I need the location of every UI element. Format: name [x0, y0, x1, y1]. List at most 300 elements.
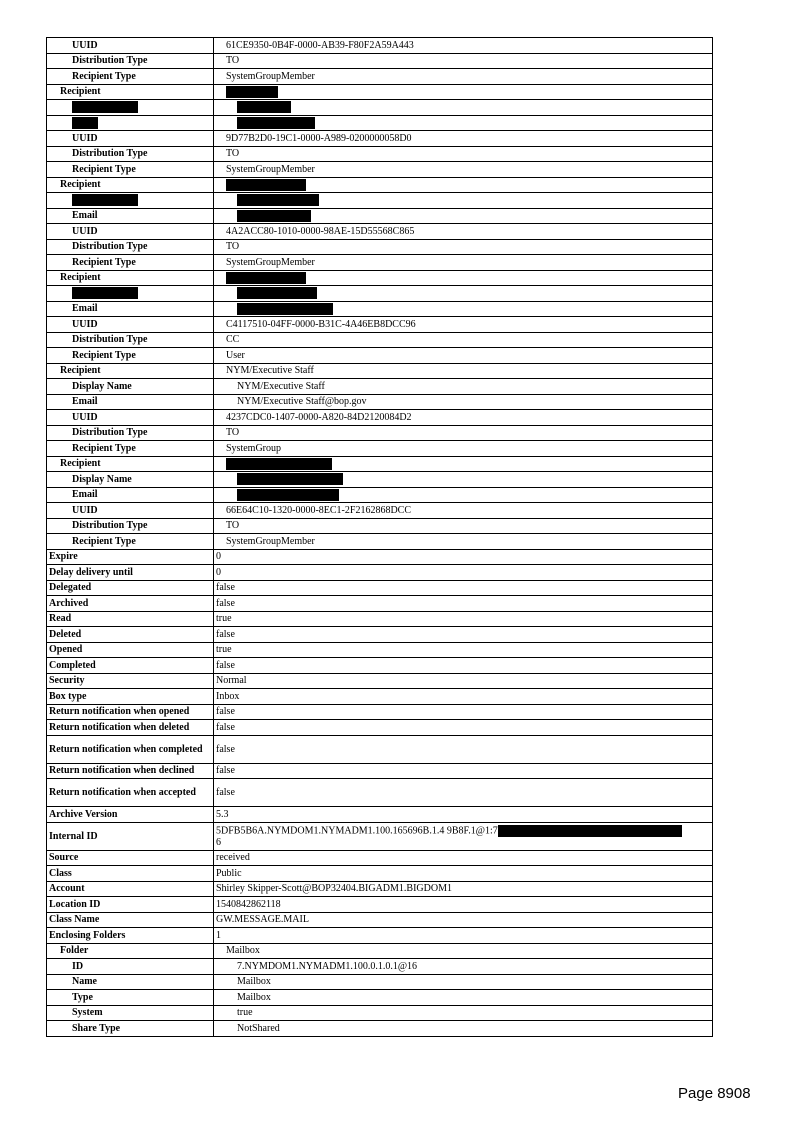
property-key — [47, 850, 214, 866]
property-key-label: Return notification when opened — [49, 706, 190, 718]
redaction-block — [226, 86, 278, 98]
property-value — [214, 317, 713, 333]
property-row — [47, 332, 713, 348]
property-value — [214, 208, 713, 224]
property-value — [214, 611, 713, 627]
property-row — [47, 549, 713, 565]
redaction-block — [226, 458, 332, 470]
property-row — [47, 208, 713, 224]
property-value — [214, 348, 713, 364]
property-value-text: false — [216, 582, 235, 594]
property-row — [47, 38, 713, 54]
property-row — [47, 580, 713, 596]
redaction-block — [226, 272, 306, 284]
property-key-label: UUID — [72, 225, 98, 237]
property-value-text: 4A2ACC80-1010-0000-98AE-15D55568C865 — [226, 225, 415, 237]
property-key — [47, 518, 214, 534]
property-key — [47, 348, 214, 364]
property-row — [47, 224, 713, 240]
property-key-label: Folder — [60, 945, 89, 957]
property-key-label: Return notification when deleted — [49, 721, 190, 733]
property-key — [47, 627, 214, 643]
property-value — [214, 897, 713, 913]
property-value — [214, 642, 713, 658]
property-key — [47, 565, 214, 581]
property-key — [47, 193, 214, 209]
property-value-text: Inbox — [216, 690, 240, 702]
property-key — [47, 146, 214, 162]
property-row — [47, 943, 713, 959]
property-value-text: SystemGroupMember — [226, 535, 315, 547]
property-row — [47, 177, 713, 193]
property-key-label: UUID — [72, 411, 98, 423]
property-row — [47, 363, 713, 379]
property-value-text: false — [216, 597, 235, 609]
property-key-label: Display Name — [72, 380, 132, 392]
property-value-text: 0 — [216, 551, 221, 563]
property-value-text: 5DFB5B6A.NYMDOM1.NYMADM1.100.165696B.1.4 9B8F.1@1:7 — [216, 824, 498, 836]
property-value — [214, 100, 713, 116]
property-value — [214, 69, 713, 85]
property-key-label: UUID — [72, 504, 98, 516]
property-value — [214, 193, 713, 209]
property-value — [214, 239, 713, 255]
property-value — [214, 131, 713, 147]
redaction-block — [237, 287, 317, 299]
property-value — [214, 866, 713, 882]
property-value-text: User — [226, 349, 245, 361]
property-value-continuation: 6 — [216, 836, 221, 848]
property-value-text: false — [216, 628, 235, 640]
property-key-label: Distribution Type — [72, 334, 148, 346]
property-key — [47, 177, 214, 193]
property-row — [47, 441, 713, 457]
property-row — [47, 807, 713, 823]
property-value-text: Mailbox — [237, 976, 271, 988]
redaction-block — [226, 179, 306, 191]
property-row — [47, 410, 713, 426]
property-key-label: Recipient — [60, 179, 101, 191]
property-value-text: 66E64C10-1320-0000-8EC1-2F2162868DCC — [226, 504, 411, 516]
property-value — [214, 735, 713, 763]
property-key-label: Return notification when declined — [49, 765, 195, 777]
property-row — [47, 270, 713, 286]
property-row — [47, 518, 713, 534]
property-value — [214, 177, 713, 193]
property-value-text: SystemGroupMember — [226, 256, 315, 268]
property-value — [214, 394, 713, 410]
property-value — [214, 580, 713, 596]
property-value — [214, 255, 713, 271]
property-value-text: true — [216, 644, 232, 656]
property-key-label: Distribution Type — [72, 148, 148, 160]
property-value — [214, 472, 713, 488]
property-row — [47, 84, 713, 100]
property-value — [214, 673, 713, 689]
property-key — [47, 487, 214, 503]
property-value — [214, 881, 713, 897]
property-key — [47, 456, 214, 472]
property-key-label: Distribution Type — [72, 241, 148, 253]
property-row — [47, 534, 713, 550]
property-value — [214, 487, 713, 503]
property-value — [214, 850, 713, 866]
property-key — [47, 881, 214, 897]
property-value — [214, 549, 713, 565]
property-value — [214, 224, 713, 240]
property-value-text: NYM/Executive Staff — [226, 365, 314, 377]
property-key — [47, 441, 214, 457]
property-row — [47, 1021, 713, 1037]
property-value-text: true — [216, 613, 232, 625]
redaction-block — [72, 194, 138, 206]
property-value-text: false — [216, 765, 235, 777]
property-value — [214, 425, 713, 441]
property-key-label: Return notification when completed — [49, 743, 203, 755]
property-key-label: Box type — [49, 690, 87, 702]
property-key — [47, 410, 214, 426]
property-row — [47, 239, 713, 255]
property-key-label: UUID — [72, 132, 98, 144]
property-key-label: Email — [72, 210, 98, 222]
property-value-text: TO — [226, 148, 240, 160]
property-key — [47, 673, 214, 689]
record-properties-body — [47, 38, 713, 1037]
property-value-text: false — [216, 659, 235, 671]
property-key — [47, 689, 214, 705]
property-key-label: Class Name — [49, 914, 100, 926]
property-value — [214, 115, 713, 131]
property-value — [214, 763, 713, 779]
property-key-label: Recipient — [60, 365, 101, 377]
property-key — [47, 301, 214, 317]
property-key-label: Recipient Type — [72, 349, 136, 361]
property-key-label: Recipient Type — [72, 442, 136, 454]
property-value-text: Mailbox — [226, 945, 260, 957]
property-key — [47, 472, 214, 488]
property-value — [214, 1005, 713, 1021]
property-value — [214, 689, 713, 705]
property-key — [47, 549, 214, 565]
property-key-label: Share Type — [72, 1022, 121, 1034]
property-key — [47, 611, 214, 627]
property-key-label: Email — [72, 396, 98, 408]
property-value — [214, 410, 713, 426]
property-key-label: Return notification when accepted — [49, 787, 196, 798]
property-value-text: GW.MESSAGE.MAIL — [216, 914, 309, 926]
property-key — [47, 286, 214, 302]
property-key-label: Recipient Type — [72, 256, 136, 268]
property-key — [47, 332, 214, 348]
redaction-block — [237, 489, 339, 501]
property-value-text: NYM/Executive Staff — [237, 380, 325, 392]
property-key-label: Completed — [49, 659, 96, 671]
redaction-block — [237, 101, 291, 113]
property-key-label: Archive Version — [49, 808, 118, 820]
property-value — [214, 720, 713, 736]
property-row — [47, 627, 713, 643]
property-key — [47, 720, 214, 736]
property-key — [47, 735, 214, 763]
property-row — [47, 642, 713, 658]
property-value — [214, 912, 713, 928]
property-key-label: Distribution Type — [72, 520, 148, 532]
property-key-label: Enclosing Folders — [49, 929, 126, 941]
redaction-block — [237, 303, 333, 315]
property-row — [47, 131, 713, 147]
property-value — [214, 456, 713, 472]
property-value-text: SystemGroup — [226, 442, 281, 454]
property-value — [214, 286, 713, 302]
property-key-label: Class — [49, 867, 72, 879]
property-key-label: Recipient — [60, 458, 101, 470]
property-row — [47, 456, 713, 472]
property-key-label: UUID — [72, 318, 98, 330]
property-row — [47, 193, 713, 209]
property-value — [214, 807, 713, 823]
property-key — [47, 38, 214, 54]
property-row — [47, 866, 713, 882]
property-key-label: Location ID — [49, 898, 101, 910]
property-value-text: Mailbox — [237, 991, 271, 1003]
property-value — [214, 534, 713, 550]
property-key — [47, 84, 214, 100]
property-value-text: received — [216, 852, 250, 864]
property-value-text: false — [216, 743, 235, 755]
property-key — [47, 912, 214, 928]
property-key-label: Deleted — [49, 628, 82, 640]
property-key-label: Recipient — [60, 86, 101, 98]
property-value — [214, 822, 713, 850]
property-value-text: TO — [226, 427, 240, 439]
property-value-text: 1 — [216, 929, 221, 941]
property-value — [214, 441, 713, 457]
page-number: Page 8908 — [678, 1085, 751, 1102]
property-key-label: Archived — [49, 597, 89, 609]
property-value-text: 7.NYMDOM1.NYMADM1.100.0.1.0.1@16 — [237, 960, 418, 972]
property-value-text: SystemGroupMember — [226, 163, 315, 175]
property-value-text: NYM/Executive Staff@bop.gov — [237, 396, 367, 408]
property-value — [214, 959, 713, 975]
property-value-text: TO — [226, 520, 240, 532]
property-value-text: 4237CDC0-1407-0000-A820-84D2120084D2 — [226, 411, 412, 423]
property-value — [214, 704, 713, 720]
property-value-text: true — [237, 1007, 253, 1019]
property-row — [47, 317, 713, 333]
redaction-block — [237, 473, 343, 485]
property-row — [47, 850, 713, 866]
property-key — [47, 658, 214, 674]
property-key — [47, 208, 214, 224]
property-row — [47, 379, 713, 395]
property-value — [214, 38, 713, 54]
property-key — [47, 822, 214, 850]
property-value-text: TO — [226, 241, 240, 253]
property-key-label: Recipient Type — [72, 70, 136, 82]
property-value-text: NotShared — [237, 1022, 280, 1034]
property-row — [47, 115, 713, 131]
property-value — [214, 596, 713, 612]
property-value — [214, 162, 713, 178]
property-key-label: Security — [49, 675, 85, 687]
property-value-text: 61CE9350-0B4F-0000-AB39-F80F2A59A443 — [226, 39, 414, 51]
property-key — [47, 990, 214, 1006]
property-row — [47, 565, 713, 581]
property-key-label: Read — [49, 613, 72, 625]
property-value-text: Public — [216, 867, 242, 879]
property-key-label: Account — [49, 883, 85, 895]
property-value — [214, 332, 713, 348]
property-key-label: System — [72, 1007, 103, 1019]
property-value — [214, 146, 713, 162]
property-key — [47, 1005, 214, 1021]
property-key-label: Expire — [49, 551, 78, 563]
property-value — [214, 518, 713, 534]
property-key — [47, 224, 214, 240]
property-key — [47, 503, 214, 519]
property-key — [47, 162, 214, 178]
property-value-text: 0 — [216, 566, 221, 578]
property-row — [47, 69, 713, 85]
property-value-text: Shirley Skipper-Scott@BOP32404.BIGADM1.BIGDOM1 — [216, 883, 452, 895]
property-value — [214, 974, 713, 990]
property-row — [47, 394, 713, 410]
property-row — [47, 689, 713, 705]
property-key — [47, 255, 214, 271]
property-row — [47, 1005, 713, 1021]
property-key — [47, 642, 214, 658]
property-key-label: Name — [72, 976, 97, 988]
property-value-text: 9D77B2D0-19C1-0000-A989-0200000058D0 — [226, 132, 412, 144]
property-row — [47, 596, 713, 612]
property-row — [47, 720, 713, 736]
property-key — [47, 534, 214, 550]
property-value-text: 1540842862118 — [216, 898, 281, 910]
property-row — [47, 881, 713, 897]
property-value — [214, 379, 713, 395]
property-key — [47, 704, 214, 720]
property-key-label: Display Name — [72, 473, 132, 485]
property-key — [47, 394, 214, 410]
redaction-block — [72, 101, 138, 113]
property-key — [47, 807, 214, 823]
property-key — [47, 115, 214, 131]
property-key — [47, 897, 214, 913]
property-row — [47, 472, 713, 488]
property-key-label: Email — [72, 489, 98, 501]
property-key — [47, 53, 214, 69]
property-value — [214, 1021, 713, 1037]
property-key-label: Delegated — [49, 582, 92, 594]
property-key — [47, 239, 214, 255]
property-key — [47, 943, 214, 959]
property-row — [47, 822, 713, 850]
property-value-text: 5.3 — [216, 808, 229, 820]
property-row — [47, 673, 713, 689]
property-row — [47, 53, 713, 69]
property-value-text: false — [216, 787, 235, 798]
property-value-text: TO — [226, 55, 240, 67]
property-value — [214, 301, 713, 317]
property-value — [214, 565, 713, 581]
redaction-block — [237, 117, 315, 129]
property-value-text: C4117510-04FF-0000-B31C-4A46EB8DCC96 — [226, 318, 416, 330]
record-properties-table — [46, 37, 713, 1037]
property-row — [47, 974, 713, 990]
property-key — [47, 425, 214, 441]
property-value-text: false — [216, 706, 235, 718]
property-row — [47, 912, 713, 928]
property-value-text: Normal — [216, 675, 247, 687]
property-key — [47, 317, 214, 333]
property-key-label: Distribution Type — [72, 55, 148, 67]
property-key — [47, 69, 214, 85]
property-key-label: Internal ID — [49, 830, 98, 842]
property-key — [47, 763, 214, 779]
property-value — [214, 658, 713, 674]
property-row — [47, 897, 713, 913]
property-row — [47, 348, 713, 364]
property-key-label: Distribution Type — [72, 427, 148, 439]
property-value-text: SystemGroupMember — [226, 70, 315, 82]
property-key-label: Opened — [49, 644, 83, 656]
property-key — [47, 100, 214, 116]
property-value — [214, 928, 713, 944]
property-key — [47, 974, 214, 990]
property-key — [47, 363, 214, 379]
redaction-block — [72, 117, 98, 129]
property-key-label: Type — [72, 991, 93, 1003]
property-key-label: UUID — [72, 39, 98, 51]
property-value — [214, 627, 713, 643]
property-key — [47, 131, 214, 147]
property-row — [47, 704, 713, 720]
property-value — [214, 503, 713, 519]
property-row — [47, 425, 713, 441]
property-row — [47, 286, 713, 302]
property-value-text: CC — [226, 334, 240, 346]
property-key-label: Recipient — [60, 272, 101, 284]
property-row — [47, 146, 713, 162]
property-key — [47, 928, 214, 944]
property-value-text: false — [216, 721, 235, 733]
redaction-block — [498, 825, 682, 837]
property-row — [47, 611, 713, 627]
property-value — [214, 363, 713, 379]
redaction-block — [237, 210, 311, 222]
property-value — [214, 943, 713, 959]
property-key-label: Recipient Type — [72, 163, 136, 175]
property-key-label: Delay delivery until — [49, 566, 133, 578]
property-row — [47, 487, 713, 503]
property-value — [214, 84, 713, 100]
property-key — [47, 270, 214, 286]
property-row — [47, 735, 713, 763]
property-key-label: ID — [72, 960, 84, 972]
redaction-block — [72, 287, 138, 299]
property-key-label: Source — [49, 852, 79, 864]
property-key — [47, 379, 214, 395]
property-value — [214, 270, 713, 286]
property-row — [47, 990, 713, 1006]
property-row — [47, 928, 713, 944]
property-value — [214, 53, 713, 69]
property-key — [47, 959, 214, 975]
property-row — [47, 763, 713, 779]
property-row — [47, 301, 713, 317]
property-key-label: Recipient Type — [72, 535, 136, 547]
redaction-block — [237, 194, 319, 206]
